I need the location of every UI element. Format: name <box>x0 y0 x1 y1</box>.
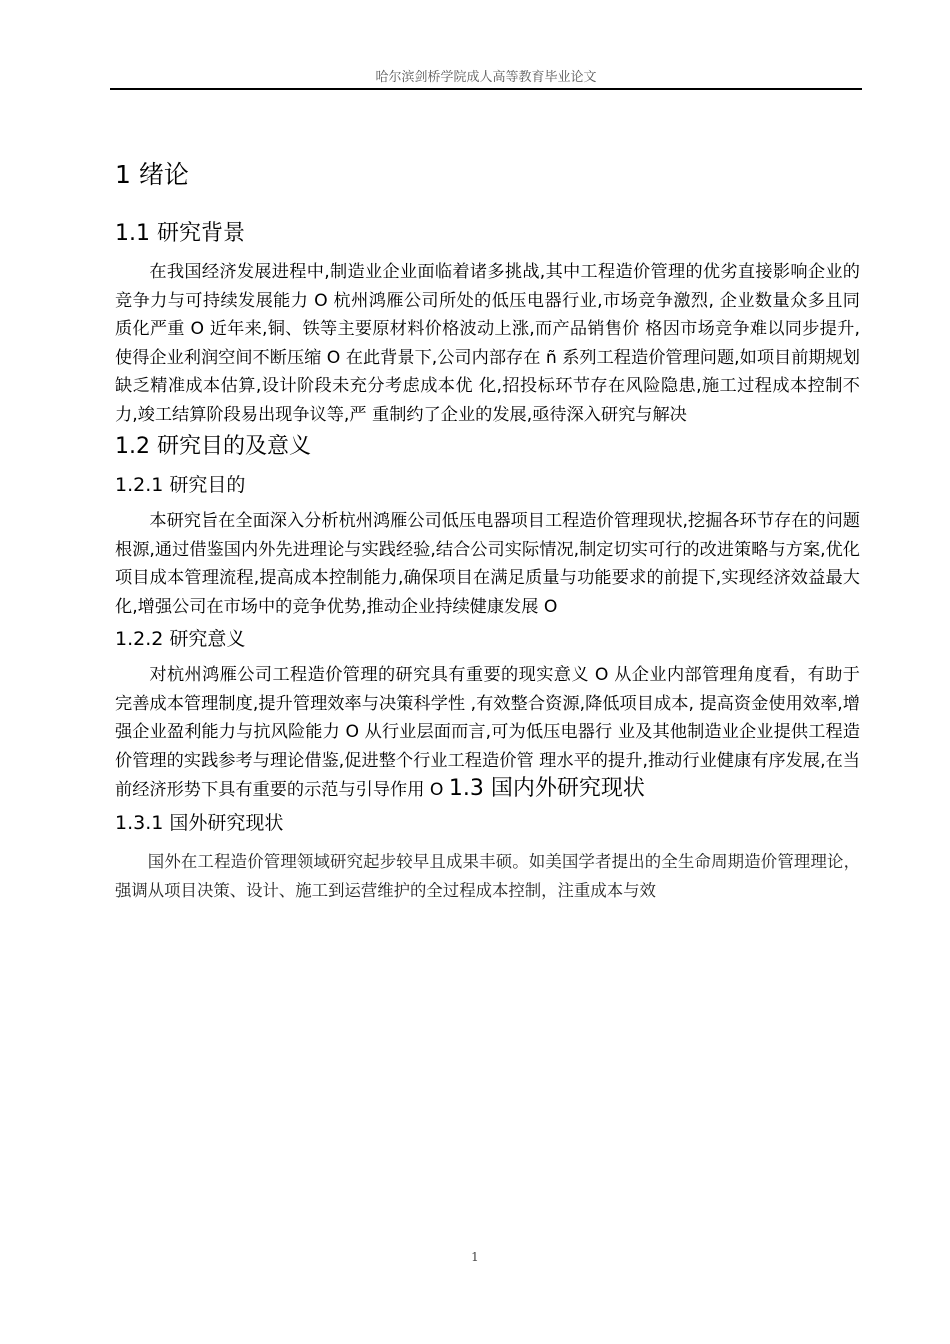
subsection-title-1-3-1: 1.3.1 国外研究现状 <box>115 811 284 834</box>
section-title-1-2: 1.2 研究目的及意义 <box>115 434 311 459</box>
section-title-1-1: 1.1 研究背景 <box>115 221 245 246</box>
running-header: 哈尔滨剑桥学院成人高等教育毕业论文 <box>375 70 597 85</box>
paragraph-foreign-research: 国外在工程造价管理领域研究起步较早且成果丰硕。如美国学者提出的全生命周期造价管理理论，强调从项目决策、设计、施工到运营维护的全过程成本控制，注重成本与效 <box>115 851 860 900</box>
section-title-1-3: 1.3 国内外研究现状 <box>448 776 645 801</box>
paragraph-research-significance-text: 对杭州鸿雁公司工程造价管理的研究具有重要的现实意义 O 从企业内部管理角度看，有助于完善成本管理制度,提升管理效率与决策科学性 ,有效整合资源,降低项目成本, 提高资金使用效率,增强企业盈利能力与抗风险能力 O 从行业层面而言,可为低压电器行 业及其他制造业企业提供工程造价管理的实践参考与理论借鉴,促进整个行业工程造价管 理水平的提升,推动行业健康有序发展,在当前经济形势下具有重要的示范与引导作用 O <box>115 665 860 800</box>
paragraph-research-purpose: 本研究旨在全面深入分析杭州鸿雁公司低压电器项目工程造价管理现状,挖掘各环节存在的问题根源,通过借鉴国内外先进理论与实践经验,结合公司实际情况,制定切实可行的改进策略与方案,优化项目成本管理流程,提高成本控制能力,确保项目在满足质量与功能要求的前提下,实现经济效益最大化,增强公司在市场中的竞争优势,推动企业持续健康发展 O <box>115 511 860 617</box>
chapter-title: 1 绪论 <box>115 160 189 189</box>
paragraph-research-significance <box>115 661 860 805</box>
subsection-title-1-2-1: 1.2.1 研究目的 <box>115 474 246 496</box>
header-rule <box>110 88 862 90</box>
subsection-title-1-2-2: 1.2.2 研究意义 <box>115 628 246 650</box>
paragraph-research-background: 在我国经济发展进程中,制造业企业面临着诸多挑战,其中工程造价管理的优劣直接影响企业的竞争力与可持续发展能力 O 杭州鸿雁公司所处的低压电器行业,市场竞争激烈, 企业数量众多且同质化严重 O 近年来,铜、铁等主要原材料价格波动上涨,而产品销售价 格因市场竞争难以同步提升,使得企业利润空间不断压缩 O 在此背景下,公司内部存在 ñ 系列工程造价管理问题,如项目前期规划缺乏精准成本估算,设计阶段未充分考虑成本优 化,招投标环节存在风险隐患,施工过程成本控制不力,竣工结算阶段易出现争议等,严 重制约了企业的发展,亟待深入研究与解决 <box>115 262 861 425</box>
page-number: 1 <box>471 1250 479 1264</box>
page-body <box>115 150 860 905</box>
